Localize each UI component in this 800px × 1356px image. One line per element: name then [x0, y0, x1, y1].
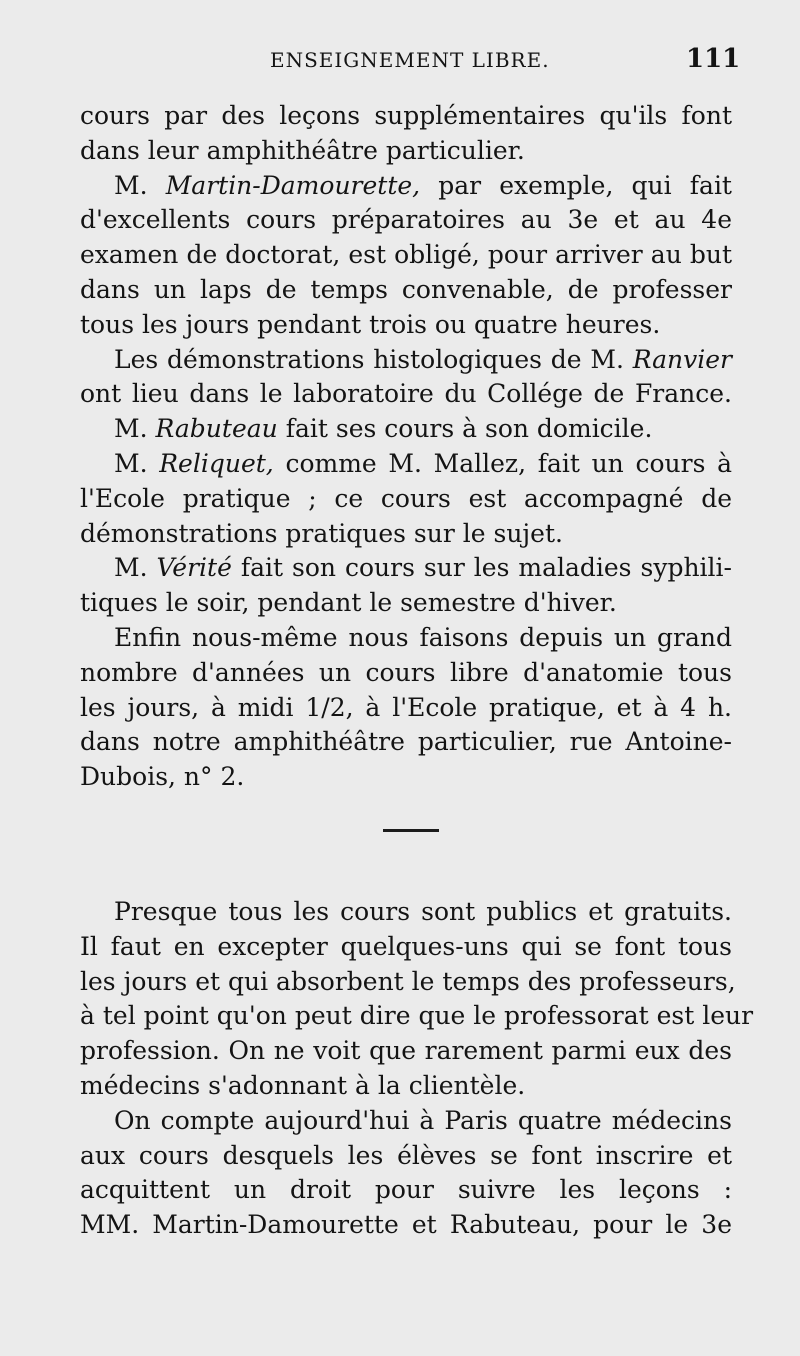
text-line: [80, 412, 732, 447]
text-line: examen de doctorat, est obligé, pour arriver au but: [80, 240, 732, 270]
text-line: nombre d'années un cours libre d'anatomie tous: [80, 657, 732, 687]
text-line: On compte aujourd'hui à Paris quatre médecins: [114, 1105, 732, 1135]
running-title: ENSEIGNEMENT LIBRE.: [270, 48, 550, 72]
text-line: aux cours desquels les élèves se font inscrire et: [80, 1140, 732, 1170]
person-name: Reliquet,: [159, 448, 274, 478]
text-line: à tel point qu'on peut dire que le professorat est leur: [80, 1001, 754, 1031]
text-line: [80, 169, 732, 204]
text-line: [80, 447, 732, 482]
honorific: M.: [114, 448, 148, 478]
person-name: Ranvier: [632, 344, 732, 374]
text-line: dans notre amphithéâtre particulier, rue Antoine-: [80, 727, 732, 757]
page-number: 111: [686, 44, 741, 74]
text-line: dans leur amphithéâtre particulier.: [80, 135, 525, 165]
text-line: tiques le soir, pendant le semestre d'hiver.: [80, 588, 617, 618]
text-fragment: comme M. Mallez, fait un cours à: [285, 448, 732, 478]
text-line: cours par des leçons supplémentaires qu'ils font: [80, 101, 732, 130]
honorific: M.: [114, 414, 148, 444]
text-line: Presque tous les cours sont publics et gratuits.: [114, 897, 732, 926]
text-line: tous les jours pendant trois ou quatre heures.: [80, 309, 661, 339]
text-line: Il faut en excepter quelques-uns qui se font tous: [80, 931, 732, 961]
text-line: les jours, à midi 1/2, à l'Ecole pratique, et à 4 h.: [80, 692, 732, 722]
person-name: Vérité: [156, 553, 232, 583]
text-block-2: [80, 895, 754, 1243]
text-block-1: [80, 99, 732, 795]
text-line: Dubois, n° 2.: [80, 762, 245, 792]
text-line: MM. Martin-Damourette et Rabuteau, pour le 3e: [80, 1210, 732, 1240]
text-line: dans un laps de temps convenable, de professer: [80, 274, 732, 304]
text-line: Enfin nous-même nous faisons depuis un grand: [114, 622, 732, 652]
text-fragment: fait ses cours à son domicile.: [285, 414, 653, 444]
person-name: Rabuteau: [155, 414, 278, 444]
text-fragment: fait son cours sur les maladies syphili-: [240, 553, 732, 583]
honorific: M.: [114, 553, 148, 583]
section-divider: [383, 829, 439, 832]
text-line: ont lieu dans le laboratoire du Collége de France.: [80, 379, 732, 409]
text-fragment: par exemple, qui fait: [438, 170, 732, 200]
running-head: [0, 44, 800, 84]
person-name: Martin-Damourette,: [165, 170, 421, 200]
text-line: les jours et qui absorbent le temps des professeurs,: [80, 966, 736, 996]
text-line: acquittent un droit pour suivre les leçons :: [80, 1175, 732, 1205]
text-line: d'excellents cours préparatoires au 3e et au 4e: [80, 205, 732, 235]
honorific: M.: [114, 170, 148, 200]
text-fragment: Les démonstrations histologiques de M.: [114, 344, 624, 374]
text-line: profession. On ne voit que rarement parmi eux des: [80, 1036, 732, 1066]
text-line: [80, 343, 732, 378]
text-line: [80, 551, 732, 586]
text-line: médecins s'adonnant à la clientèle.: [80, 1070, 526, 1100]
text-line: l'Ecole pratique ; ce cours est accompagné de: [80, 483, 732, 513]
text-line: démonstrations pratiques sur le sujet.: [80, 518, 563, 548]
